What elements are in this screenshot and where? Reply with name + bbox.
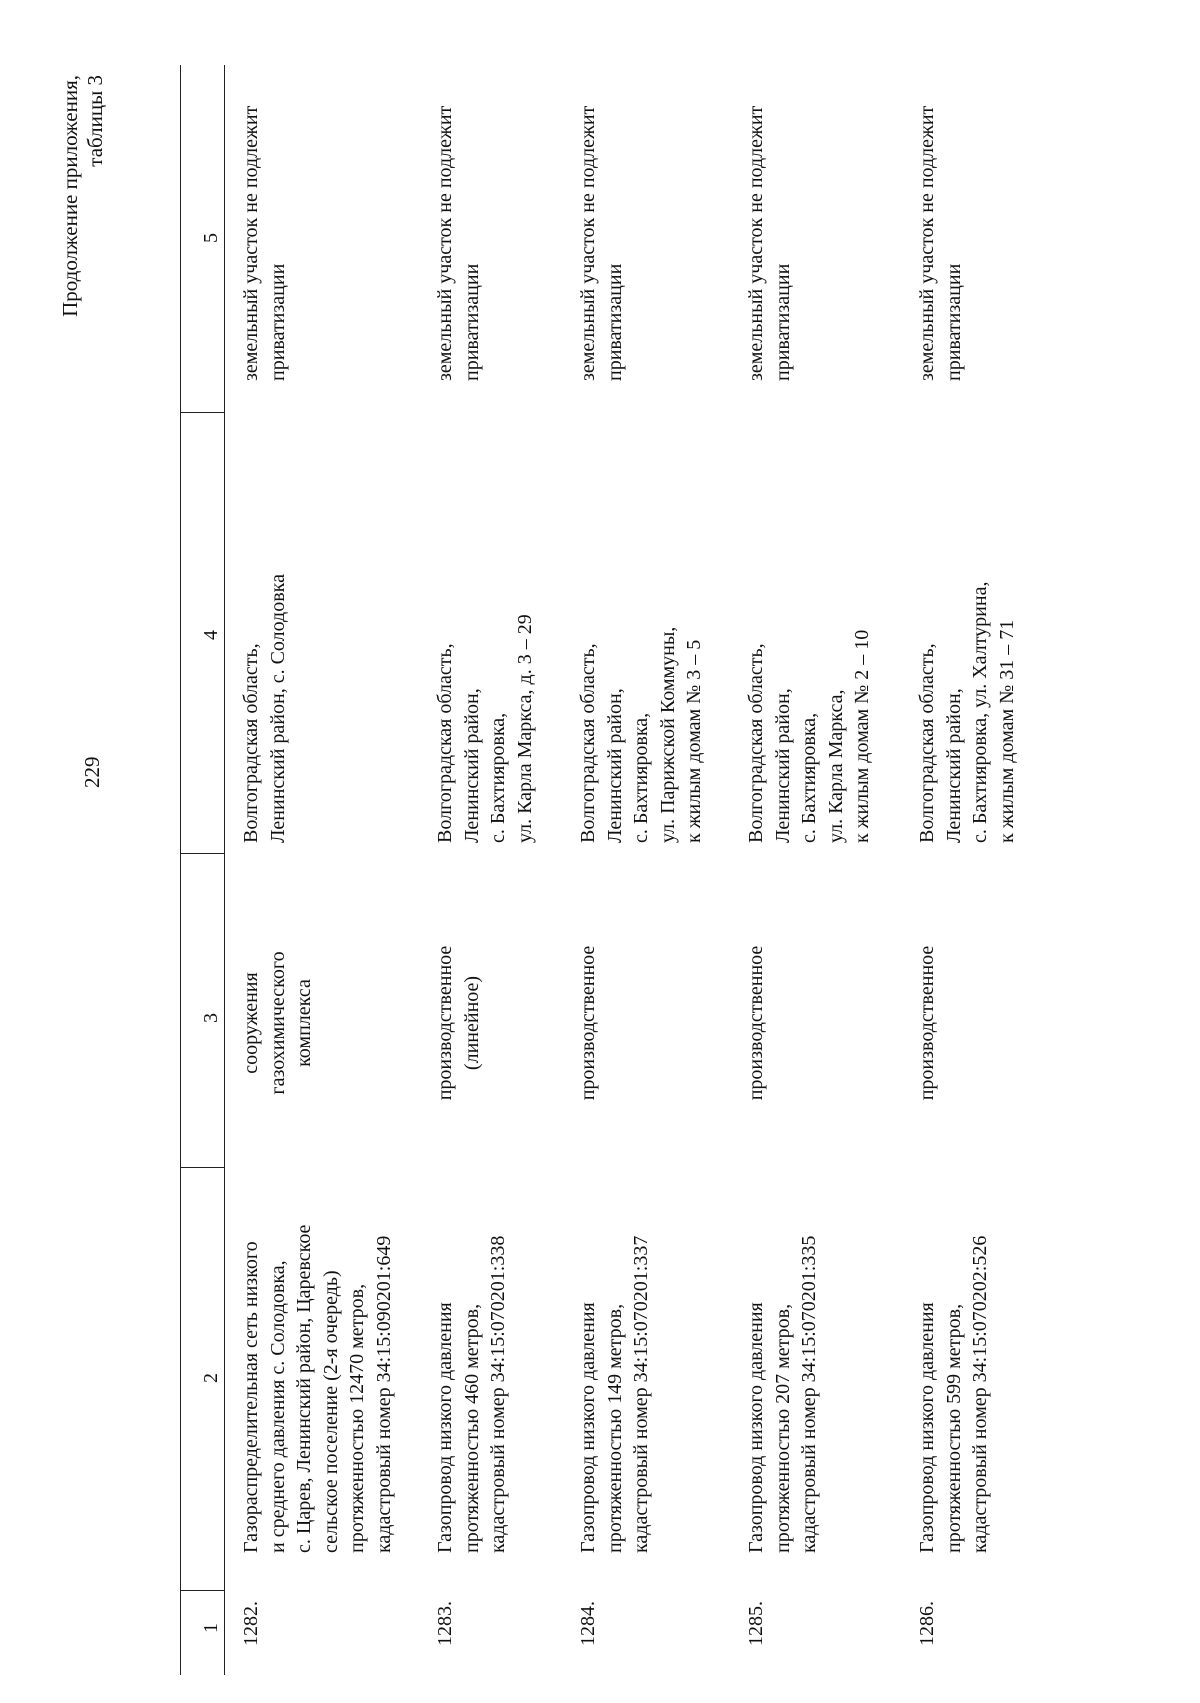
note-line: земельный участок не подлежит <box>434 105 456 381</box>
object-name <box>432 1236 512 1553</box>
name-line: кадастровый номер 34:15:070201:335 <box>798 1235 820 1553</box>
address-line: Ленинский район, <box>771 688 794 843</box>
name-line: сельское поселение (2-я очередь) <box>319 1270 342 1553</box>
object-note <box>432 106 485 381</box>
name-line: протяженностью 599 метров, <box>942 1303 965 1553</box>
object-note <box>575 106 628 381</box>
object-purpose <box>914 903 941 1143</box>
address-line: ул. Карла Маркса, <box>824 689 847 843</box>
address-line: ул. Карла Маркса, д. 3 – 29 <box>513 614 536 843</box>
address-line: к жилым домам № 31 – 71 <box>995 619 1018 843</box>
address-line: Волгоградская область, <box>577 643 599 843</box>
continuation-line: Продолжение приложения, <box>58 75 82 317</box>
object-name <box>575 1236 655 1553</box>
address-line: к жилым домам № 2 – 10 <box>851 629 873 843</box>
name-line: Газопровод низкого давления <box>916 1302 938 1553</box>
column-header-5: 5 <box>200 233 222 243</box>
object-purpose <box>743 903 770 1143</box>
name-line: Газопровод низкого давления <box>434 1302 456 1553</box>
note-line: земельный участок не подлежит <box>240 105 262 381</box>
column-divider <box>180 1590 224 1591</box>
address-line: с. Бахтияровка, <box>487 712 509 843</box>
purpose-line: производственное <box>434 945 456 1101</box>
name-line: кадастровый номер 34:15:070201:338 <box>487 1235 509 1553</box>
row-number: 1286. <box>916 1601 938 1646</box>
purpose-line: сооружения <box>240 972 262 1074</box>
address-line: Волгоградская область, <box>434 643 456 843</box>
object-purpose <box>575 903 602 1143</box>
object-purpose <box>432 903 485 1143</box>
page-number: 229 <box>80 756 104 788</box>
object-address <box>914 582 1020 843</box>
note-line: земельный участок не подлежит <box>745 105 767 381</box>
name-line: протяженностью 12470 метров, <box>346 1283 368 1553</box>
column-divider <box>180 1167 224 1168</box>
name-line: с. Царев, Ленинский район, Царевское <box>293 1224 315 1553</box>
name-line: Газораспределительная сеть низкого <box>240 1241 262 1553</box>
column-divider <box>180 853 224 854</box>
object-address <box>238 574 291 843</box>
name-line: кадастровый номер 34:15:070202:526 <box>969 1235 991 1553</box>
object-address <box>743 630 876 843</box>
name-line: кадастровый номер 34:15:090201:649 <box>372 1235 395 1553</box>
address-line: Ленинский район, с. Солодовка <box>266 574 289 843</box>
column-header-1: 1 <box>200 1623 222 1633</box>
row-number: 1284. <box>577 1601 599 1646</box>
note-line: земельный участок не подлежит <box>916 105 938 381</box>
purpose-line: производственное <box>745 945 767 1101</box>
object-note <box>914 106 967 381</box>
note-line: приватизации <box>603 263 626 381</box>
address-line: с. Бахтияровка, ул. Халтурина, <box>969 581 991 843</box>
address-line: Ленинский район, <box>603 688 626 843</box>
purpose-line: комплекса <box>293 979 315 1067</box>
object-note <box>743 106 796 381</box>
address-line: с. Бахтияровка, <box>798 712 820 843</box>
name-line: и среднего давления с. Солодовка, <box>266 1260 289 1553</box>
object-note <box>238 106 291 381</box>
address-line: ул. Парижской Коммуны, <box>656 626 679 843</box>
purpose-line: (линейное) <box>460 975 483 1071</box>
column-header-3: 3 <box>200 1013 222 1023</box>
note-line: приватизации <box>266 263 289 381</box>
name-line: протяженностью 207 метров, <box>771 1303 794 1553</box>
column-header-2: 2 <box>200 1373 222 1383</box>
column-divider <box>180 412 224 413</box>
table-top-rule <box>180 65 181 1675</box>
address-line: Ленинский район, <box>942 688 965 843</box>
row-number: 1285. <box>745 1601 767 1646</box>
address-line: Ленинский район, <box>460 688 483 843</box>
name-line: Газопровод низкого давления <box>745 1302 767 1553</box>
object-address <box>432 614 538 843</box>
purpose-line: газохимического <box>266 951 289 1095</box>
note-line: приватизации <box>771 263 794 381</box>
address-line: Волгоградская область, <box>916 643 938 843</box>
address-line: Волгоградская область, <box>745 643 767 843</box>
table-header-rule <box>224 65 225 1675</box>
name-line: протяженностью 460 метров, <box>460 1303 483 1553</box>
row-number: 1283. <box>434 1601 456 1646</box>
object-purpose <box>238 903 318 1143</box>
object-name <box>238 1225 397 1553</box>
purpose-line: производственное <box>577 945 599 1101</box>
name-line: протяженностью 149 метров, <box>603 1303 626 1553</box>
address-line: с. Бахтияровка, <box>630 712 652 843</box>
object-name <box>743 1236 823 1553</box>
column-header-4: 4 <box>200 630 222 640</box>
address-line: Волгоградская область, <box>240 643 262 843</box>
address-line: к жилым домам № 3 – 5 <box>683 639 705 843</box>
note-line: приватизации <box>460 263 483 381</box>
object-address <box>575 627 708 843</box>
continuation-line: таблицы 3 <box>83 75 107 167</box>
object-name <box>914 1236 994 1553</box>
name-line: Газопровод низкого давления <box>577 1302 599 1553</box>
row-number: 1282. <box>240 1601 262 1646</box>
purpose-line: производственное <box>916 945 938 1101</box>
name-line: кадастровый номер 34:15:070201:337 <box>630 1235 652 1553</box>
note-line: приватизации <box>942 263 965 381</box>
note-line: земельный участок не подлежит <box>577 105 599 381</box>
